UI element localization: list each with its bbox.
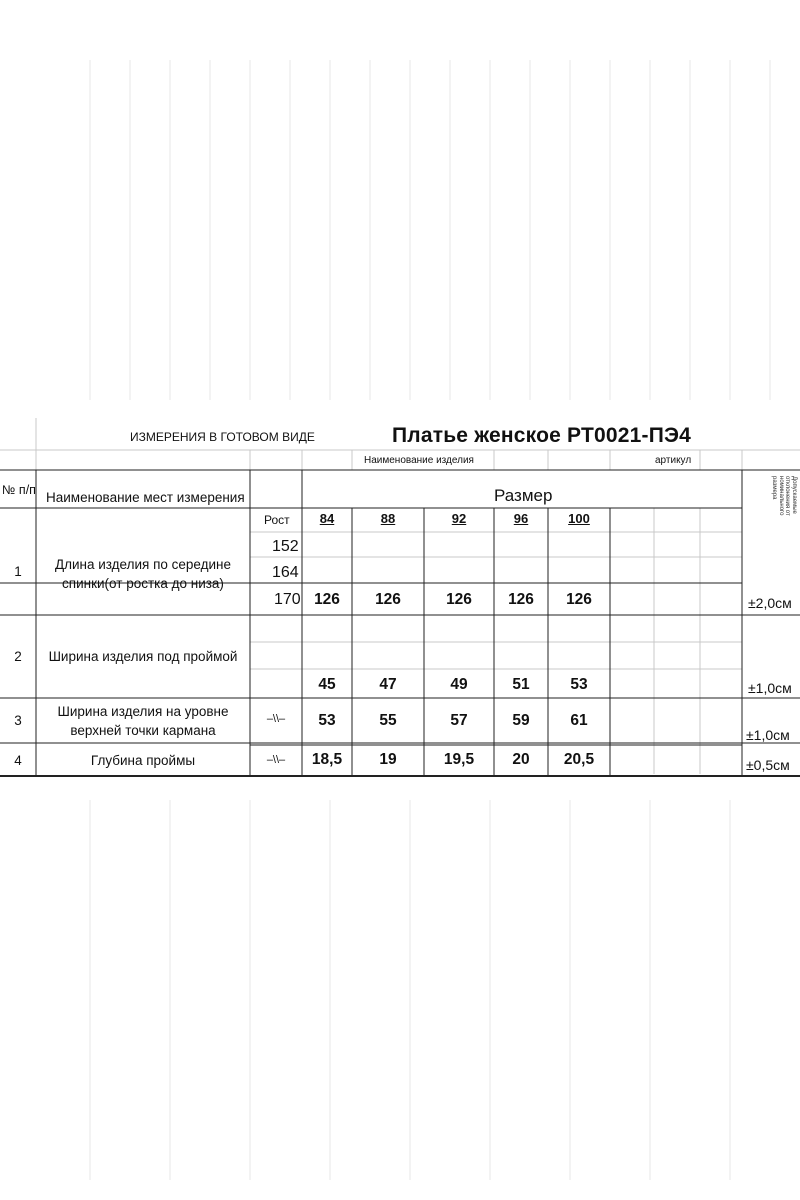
column-header-place-name: Наименование мест измерения [46, 490, 245, 505]
row-2-value-88: 47 [379, 676, 397, 693]
row-3-value-88: 55 [379, 712, 397, 729]
row-3-tolerance: ±1,0см [746, 727, 790, 743]
row-4-value-88: 19 [379, 751, 397, 768]
row-2-name: Ширина изделия под проймой [48, 649, 238, 664]
size-100: 100 [568, 511, 590, 526]
row-4-height-ditto: –\\– [266, 754, 286, 766]
size-96: 96 [513, 511, 529, 526]
row-4-value-100: 20,5 [563, 751, 595, 768]
row-3-height-ditto: –\\– [266, 713, 286, 725]
row-2-value-96: 51 [512, 676, 530, 693]
size-84: 84 [319, 511, 335, 526]
column-header-number: № п/п [2, 483, 36, 497]
row-2-tolerance: ±1,0см [748, 680, 792, 696]
row-4-value-92: 19,5 [443, 751, 475, 768]
row-1-value-100: 126 [566, 591, 592, 608]
measurements-heading: ИЗМЕРЕНИЯ В ГОТОВОМ ВИДЕ [130, 430, 315, 444]
row-1-tolerance: ±2,0см [748, 595, 792, 611]
row-3-value-96: 59 [512, 712, 530, 729]
product-name-caption: Наименование изделия [364, 455, 474, 466]
row-3-value-92: 57 [450, 712, 468, 729]
row-1-name: Длина изделия по середине спинки(от ростка до низа) [54, 557, 232, 591]
row-2-value-100: 53 [570, 676, 588, 693]
row-1-number: 1 [14, 564, 22, 579]
row-3-number: 3 [14, 713, 22, 728]
row-3-value-100: 61 [570, 712, 588, 729]
row-2-value-92: 49 [450, 676, 468, 693]
row-4-value-84: 18,5 [311, 751, 343, 768]
row-1-value-88: 126 [375, 591, 401, 608]
row-2-number: 2 [14, 649, 22, 664]
row-3-name: Ширина изделия на уровне верхней точки кармана [57, 704, 229, 738]
row-3-value-84: 53 [318, 712, 336, 729]
row-4-number: 4 [14, 753, 22, 768]
row-1-value-84: 126 [314, 591, 340, 608]
article-caption: артикул [655, 455, 692, 466]
row-4-value-96: 20 [512, 751, 530, 768]
row-2-value-84: 45 [318, 676, 336, 693]
product-title: Платье женское РТ0021-ПЭ4 [392, 424, 692, 447]
row-4-tolerance: ±0,5см [746, 757, 790, 773]
column-header-size: Размер [494, 486, 553, 505]
size-92: 92 [451, 511, 467, 526]
row-1-value-96: 126 [508, 591, 534, 608]
row-1-height-170: 170 [274, 591, 301, 608]
column-header-height: Рост [264, 513, 290, 527]
row-1-value-92: 126 [446, 591, 472, 608]
column-header-tolerance: Допускаемые отклонения от номинального размера [771, 476, 797, 516]
row-1-height-164: 164 [272, 564, 299, 581]
row-1-height-152: 152 [272, 538, 299, 555]
size-88: 88 [380, 511, 396, 526]
row-4-name: Глубина проймы [90, 753, 196, 768]
